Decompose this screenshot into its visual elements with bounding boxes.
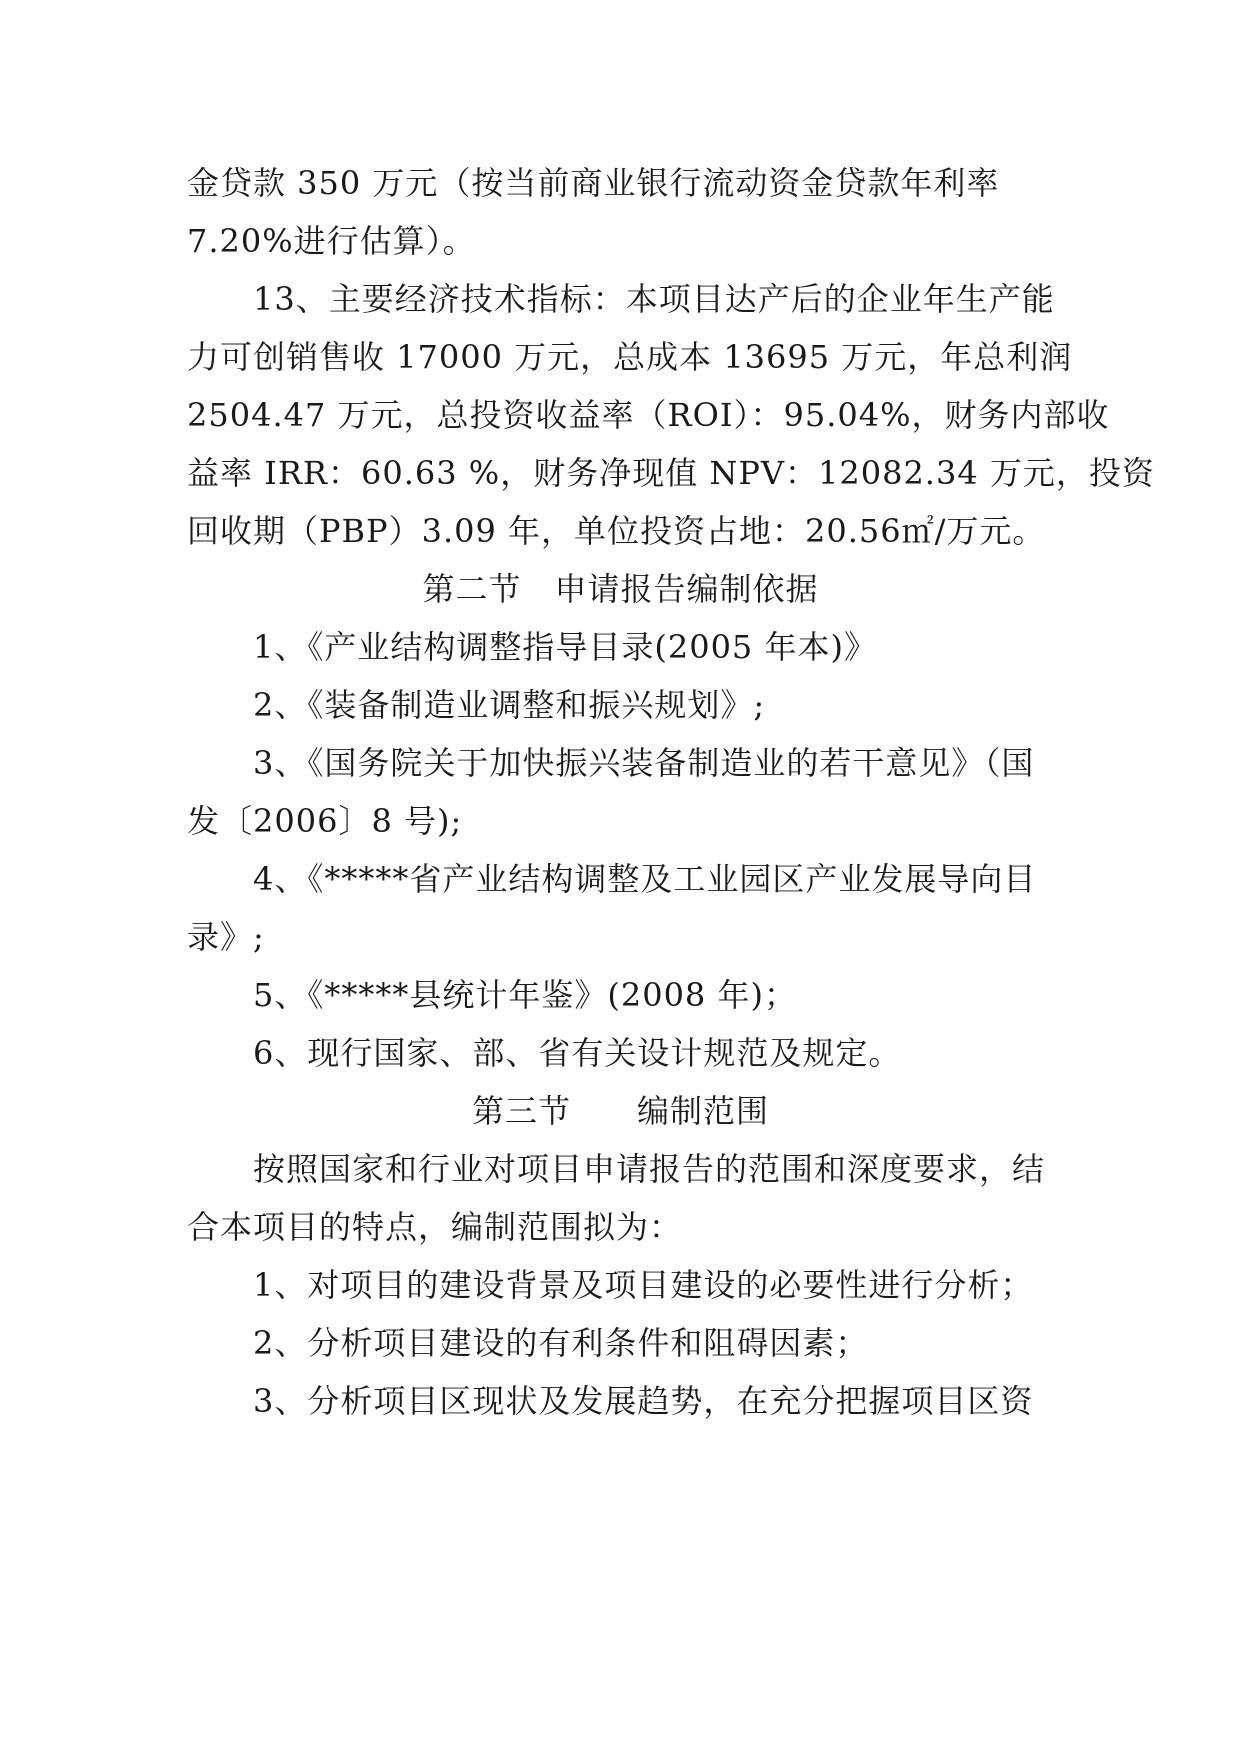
list-item: 4、《*****省产业结构调整及工业园区产业发展导向目 — [253, 860, 1037, 898]
paragraph-line: 合本项目的特点，编制范围拟为： — [187, 1208, 683, 1246]
paragraph-line: 2504.47 万元，总投资收益率（ROI）：95.04%，财务内部收 — [187, 396, 1110, 434]
section-heading: 第二节 申请报告编制依据 — [422, 570, 819, 608]
section-heading: 第三节 编制范围 — [471, 1092, 769, 1130]
paragraph-line: 益率 IRR：60.63 %，财务净现值 NPV：12082.34 万元，投资 — [187, 454, 1155, 492]
list-item-continuation: 录》; — [187, 918, 265, 956]
paragraph-line: 回收期（PBP）3.09 年，单位投资占地：20.56㎡/万元。 — [187, 512, 1046, 550]
list-item: 1、对项目的建设背景及项目建设的必要性进行分析； — [253, 1266, 1034, 1304]
list-item: 6、现行国家、部、省有关设计规范及规定。 — [253, 1034, 902, 1072]
paragraph-line: 按照国家和行业对项目申请报告的范围和深度要求，结 — [253, 1150, 1046, 1188]
paragraph-line: 7.20%进行估算）。 — [187, 222, 476, 260]
list-item: 3、分析项目区现状及发展趋势，在充分把握项目区资 — [253, 1382, 1034, 1420]
paragraph-line: 13、主要经济技术指标：本项目达产后的企业年生产能 — [253, 280, 1055, 318]
list-item: 5、《*****县统计年鉴》(2008 年)； — [253, 976, 797, 1014]
list-item: 2、《装备制造业调整和振兴规划》; — [253, 686, 766, 724]
list-item-continuation: 发〔2006〕8 号); — [187, 802, 463, 840]
list-item: 2、分析项目建设的有利条件和阻碍因素； — [253, 1324, 869, 1362]
paragraph-line: 力可创销售收 17000 万元，总成本 13695 万元，年总利润 — [187, 338, 1073, 376]
paragraph-line: 金贷款 350 万元（按当前商业银行流动资金贷款年利率 — [187, 164, 1000, 202]
list-item: 3、《国务院关于加快振兴装备制造业的若干意见》（国 — [253, 744, 1035, 782]
list-item: 1、《产业结构调整指导目录(2005 年本)》 — [253, 628, 877, 666]
